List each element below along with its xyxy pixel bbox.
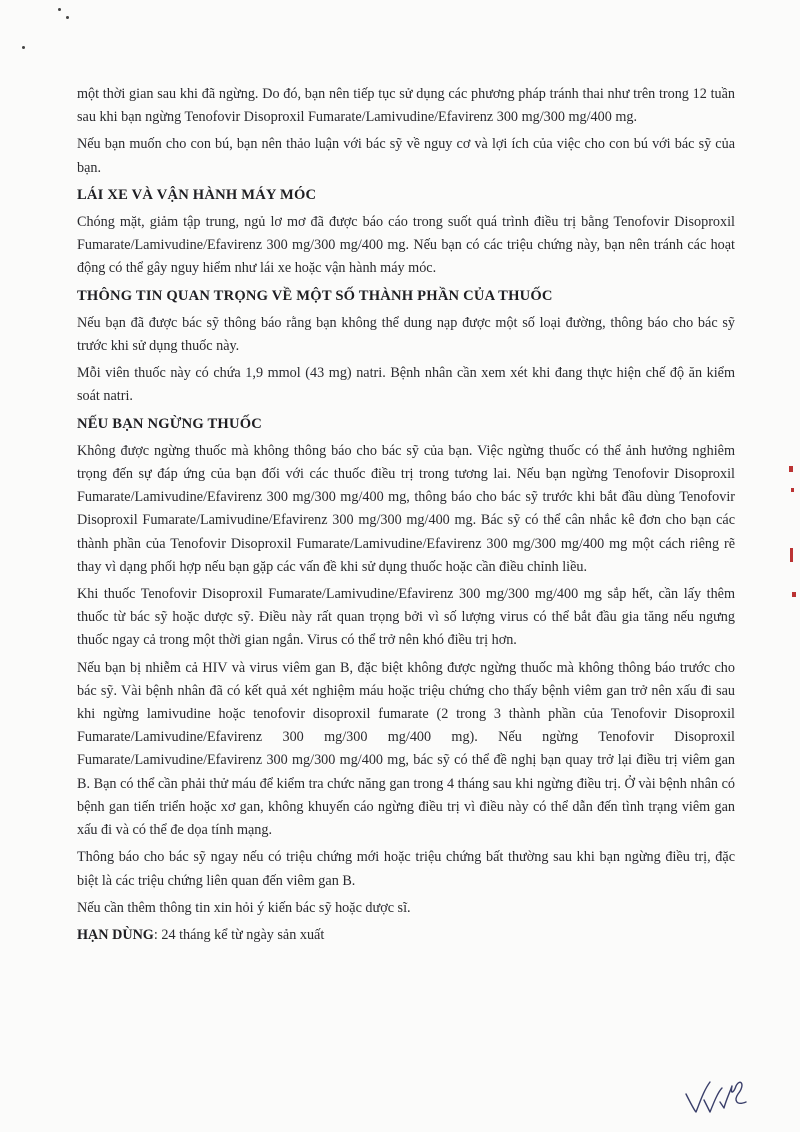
- body-paragraph: một thời gian sau khi đã ngừng. Do đó, bạn nên tiếp tục sử dụng các phương pháp tránh thai như trên trong 12 tuần sau khi bạn ngừng Tenofovir Disoproxil Fumarate/Lamivudine/Efavirenz 300 mg/300 mg/400 mg.: [77, 86, 735, 126]
- section-heading: NẾU BẠN NGỪNG THUỐC: [77, 415, 263, 432]
- body-paragraph: Nếu cần thêm thông tin xin hỏi ý kiến bác sỹ hoặc dược sĩ.: [77, 899, 411, 916]
- body-paragraph: Không được ngừng thuốc mà không thông báo cho bác sỹ của bạn. Việc ngừng thuốc có thể ảnh hưởng nghiêm trọng đến sự đáp ứng của bạn đối với các thuốc điều trị trong tương lai. Nếu bạn ngừng Tenofovir Disoproxil Fumarate/Lamivudine/Efavirenz 300 mg/300 mg/400 mg, thông báo cho bác sỹ trước khi bắt đầu dùng Tenofovir Disoproxil Fumarate/Lamivudine/Efavirenz 300 mg/300 mg/400 mg. Bác sỹ có thể cân nhắc kê đơn cho bạn các thành phần của Tenofovir Disoproxil Fumarate/Lamivudine/Efavirenz 300 mg/300 mg/400 mg một cách riêng rẽ thay vì dạng phối hợp nếu bạn gặp các vấn đề khi sử dụng thuốc hoặc cần điều chỉnh liều.: [77, 442, 735, 575]
- body-paragraph: Nếu bạn bị nhiễm cả HIV và virus viêm gan B, đặc biệt không được ngừng thuốc mà không thông báo trước cho bác sỹ. Vài bệnh nhân đã có kết quả xét nghiệm máu hoặc triệu chứng cho thấy bệnh viêm gan trở nên xấu đi sau khi ngừng lamivudine hoặc tenofovir disoproxil fumarate (2 trong 3 thành phần của Tenofovir Disoproxil Fumarate/Lamivudine/Efavirenz 300 mg/300 mg/400 mg). Nếu ngừng Tenofovir Disoproxil Fumarate/Lamivudine/Efavirenz 300 mg/300 mg/400 mg, bác sỹ có thể đề nghị bạn quay trở lại điều trị viêm gan B. Bạn có thể cần phải thử máu để kiểm tra chức năng gan trong 4 tháng sau khi ngừng điều trị. Ở vài bệnh nhân có bệnh gan tiến triển hoặc xơ gan, không khuyến cáo ngừng điều trị vì điều này có thể dẫn đến tình trạng viêm gan xấu đi và có thể đe dọa tính mạng.: [77, 659, 735, 839]
- edge-stamp-mark: [792, 592, 796, 597]
- body-paragraph: Chóng mặt, giảm tập trung, ngủ lơ mơ đã được báo cáo trong suốt quá trình điều trị bằng Tenofovir Disoproxil Fumarate/Lamivudine/Efavirenz 300 mg/300 mg/400 mg. Nếu bạn có các triệu chứng này, bạn nên tránh các hoạt động có thể gây nguy hiểm như lái xe hoặc vận hành máy móc.: [77, 214, 735, 277]
- scan-speck: [22, 46, 25, 49]
- expiry-value: : 24 tháng kể từ ngày sản xuất: [153, 926, 325, 943]
- expiry-line: [77, 924, 735, 947]
- edge-stamp-mark: [789, 466, 793, 472]
- body-paragraph: Mỗi viên thuốc này có chứa 1,9 mmol (43 mg) natri. Bệnh nhân cần xem xét khi đang thực hiện chế độ ăn kiểm soát natri.: [77, 365, 735, 405]
- edge-stamp-mark: [791, 488, 794, 492]
- intro-section: [77, 83, 735, 180]
- scan-speck: [66, 16, 69, 19]
- handwritten-signature: [680, 1072, 750, 1118]
- document-page: [77, 83, 735, 951]
- body-paragraph: Nếu bạn đã được bác sỹ thông báo rằng bạn không thể dung nạp được một số loại đường, thông báo cho bác sỹ trước khi sử dụng thuốc này.: [77, 314, 735, 355]
- body-paragraph: Thông báo cho bác sỹ ngay nếu có triệu chứng mới hoặc triệu chứng bất thường sau khi bạn ngừng điều trị, đặc biệt là các triệu chứng liên quan đến viêm gan B.: [77, 849, 735, 889]
- section-heading: THÔNG TIN QUAN TRỌNG VỀ MỘT SỐ THÀNH PHẦN CỦA THUỐC: [77, 287, 553, 304]
- stopping-section: [77, 413, 735, 920]
- body-paragraph: Khi thuốc Tenofovir Disoproxil Fumarate/Lamivudine/Efavirenz 300 mg/300 mg/400 mg sắp hết, cần lấy thêm thuốc từ bác sỹ hoặc dược sỹ. Điều này rất quan trọng bởi vì số lượng virus có thể bắt đầu gia tăng nếu ngưng thuốc ngay cả trong một thời gian ngắn. Virus có thể trở nên khó điều trị hơn.: [77, 586, 735, 649]
- scan-speck: [58, 8, 61, 11]
- ingredients-section: [77, 285, 735, 409]
- edge-stamp-mark: [790, 548, 793, 562]
- body-paragraph: Nếu bạn muốn cho con bú, bạn nên thảo luận với bác sỹ về nguy cơ và lợi ích của việc cho con bú với bác sỹ của bạn.: [77, 136, 735, 176]
- driving-section: [77, 184, 735, 281]
- section-heading: LÁI XE VÀ VẬN HÀNH MÁY MÓC: [77, 186, 317, 203]
- expiry-label: HẠN DÙNG: [77, 926, 154, 943]
